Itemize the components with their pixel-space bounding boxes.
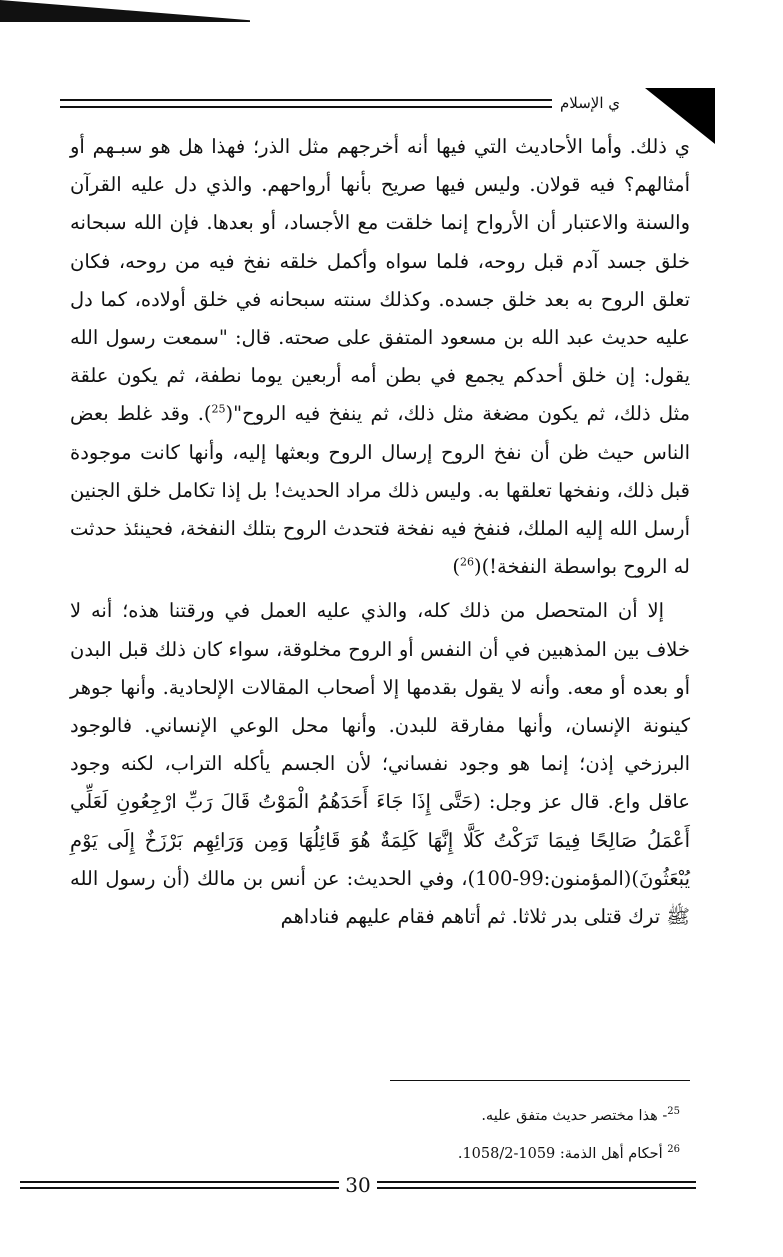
footnote-number: 26 [667, 1143, 680, 1155]
top-edge-shadow [0, 0, 250, 22]
footer-rule-left [20, 1181, 339, 1189]
footnote [70, 1133, 680, 1171]
footnote-ref: 26 [459, 555, 474, 569]
footnote-number: 25 [667, 1106, 680, 1117]
running-header [60, 88, 620, 118]
paragraph-text: ) [452, 555, 460, 579]
paragraph: إلا أن المتحصل من ذلك كله، والذي عليه العمل في ورقتنا هذه؛ أنه لا خلاف بين المذهبين في أن النفس أو الروح مخلوقة، سواء كان ذلك قبل البدن أو بعده أو معه. وأنه لا يقول بقدمها إلا أصحاب المقالات الإلحادية. وأنها جوهر كينونة الإنسان، وأنها مفارقة للبدن. وأنها محل الوعي الإنساني. فالوجود البرزخي إذن؛ إنما هو وجود نفساني؛ لأن الجسم يأكله التراب، لكنه وجود عاقل واع. قال عز وجل: (حَتَّى إِذَا جَاءَ أَحَدَهُمُ الْمَوْتُ قَالَ رَبِّ ارْجِعُونِ لَعَلِّي أَعْمَلُ صَالِحًا فِيمَا تَرَكْتُ كَلَّا إِنَّهَا كَلِمَةٌ هُوَ قَائِلُهَا وَمِن وَرَائِهِم بَرْزَخٌ إِلَى يَوْمِ يُبْعَثُونَ)(المؤمنون:99-100)، وفي الحديث: عن أنس بن مالك (أن رسول الله ﷺ ترك قتلى بدر ثلاثا. ثم أتاهم فقام عليهم فناداهم [70, 599, 690, 929]
main-text [70, 128, 690, 936]
footnote [70, 1095, 680, 1133]
paragraph-text: ي ذلك. وأما الأحاديث التي فيها أنه أخرجهم مثل الذر؛ فهذا هل هو سبـهم أو أمثالهم؟ فيه قولان. وليس فيها صريح بأنها أرواحهم. والذي دل عليه القرآن والسنة والاعتبار أن الأرواح إنما خلقت مع الأجساد، أو بعدها. فإن الله سبحانه خلق جسد آدم قبل روحه، فلما سواه وأكمل خلقه نفخ فيه من روحه، فكان تعلق الروح به بعد خلق جسده. وكذلك سنته سبحانه في خلق أولاده، كما دل عليه حديث عبد الله بن مسعود المتفق على صحته. قال: "سمعت رسول الله يقول: إن خلق أحدكم يجمع في بطن أمه أربعين يوما نطفة، ثم يكون علقة مثل ذلك، ثم يكون مضغة مثل ذلك، ثم ينفخ فيه الروح"( [70, 135, 691, 426]
header-rule [60, 99, 552, 108]
page-number: 30 [345, 1173, 371, 1197]
footnotes [70, 1095, 680, 1171]
page-footer [20, 1170, 696, 1200]
running-header-title: ي الإسلام [559, 94, 620, 112]
paragraph-text: ). وقد غلط بعض الناس حيث ظن أن نفخ الروح إرسال الروح وبعثها إليه، وأنها كانت موجودة قبل ذلك، ونفخها تعلقها به. وليس ذلك مراد الحديث! بل إذا تكامل خلق الجنين أرسل الله إليه الملك، فنفخ فيه نفخة فتحدث الروح بتلك النفخة، فحينئذ حدثت له الروح بواسطة النفخة!)( [70, 402, 690, 579]
footnote-text: - هذا مختصر حديث متفق عليه. [481, 1107, 668, 1124]
footnote-text: أحكام أهل الذمة: 1059-1058/2. [457, 1145, 663, 1162]
footer-rule-right [377, 1181, 696, 1189]
footnote-ref: 25 [211, 402, 226, 416]
footnote-separator [390, 1080, 690, 1081]
paragraph [70, 128, 690, 586]
